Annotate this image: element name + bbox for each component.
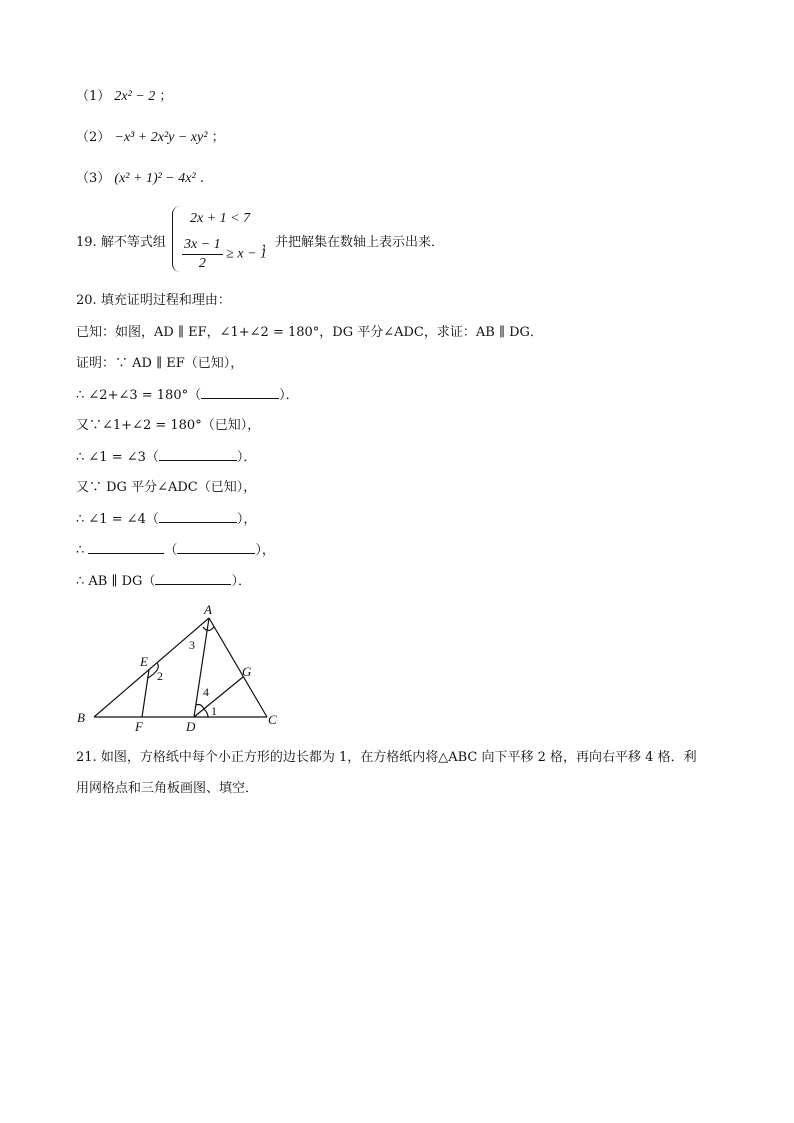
proof-text: ∴ (76, 543, 89, 558)
proof-line-1 (76, 355, 243, 373)
factor-item-3 (76, 170, 204, 188)
segment-AC (209, 618, 267, 717)
segment-AB (94, 618, 209, 717)
proof-text: 又∵∠1+∠2 = 180°（已知）， (76, 418, 261, 433)
proof-line-5 (76, 479, 256, 497)
proof-text: 已知：如图，AD ∥ EF，∠1+∠2 = 180°，DG 平分∠ADC，求证：AB ∥ DG． (76, 325, 543, 340)
point-label-G: G (242, 664, 252, 679)
angle-label-4: 4 (203, 685, 209, 699)
q20-title (76, 292, 231, 310)
segment-DG (194, 677, 243, 717)
inequality-1: 2x + 1 < 7 (190, 211, 251, 226)
proof-after: ）． (231, 574, 251, 589)
proof-text: 证明：∵ AD ∥ EF（已知）， (76, 356, 244, 371)
proof-text: ∴ AB ∥ DG（ (76, 574, 156, 589)
point-label-D: D (186, 719, 196, 734)
angle-label-2: 2 (157, 669, 163, 683)
q19-suffix: ，并把解集在数轴上表示出来． (262, 235, 445, 250)
q21-text: 如图，方格纸中每个小正方形的边长都为 1，在方格纸内将△ABC 向下平移 2 格，再向右平移 4 格．利 (100, 750, 697, 765)
point-label-F: F (135, 719, 143, 734)
angle-arc-1 (204, 709, 208, 717)
proof-line-4 (76, 448, 256, 467)
item-tail: . (199, 171, 204, 186)
proof-mid: （ (164, 543, 178, 558)
inequality-2-rest: ≥ x − 1 (226, 246, 268, 262)
system-brace (172, 206, 181, 272)
item-tail: ； (159, 89, 173, 104)
proof-line-3 (76, 417, 260, 435)
point-label-C: C (268, 712, 277, 727)
factor-item-2 (76, 129, 225, 147)
answer-blank[interactable] (155, 572, 231, 585)
q21-line-1 (76, 749, 697, 767)
point-label-A: A (204, 602, 212, 617)
answer-blank[interactable] (159, 448, 237, 461)
question-number: 20. (76, 293, 97, 308)
fraction-denominator: 2 (198, 256, 206, 271)
q19-stem (76, 234, 166, 252)
answer-blank[interactable] (201, 386, 279, 399)
answer-blank[interactable] (159, 510, 237, 523)
proof-after: ）． (279, 388, 299, 403)
proof-text: ∴ ∠2+∠3 = 180°（ (76, 388, 202, 403)
item-label: （2） (76, 130, 111, 145)
answer-blank[interactable] (88, 541, 164, 554)
angle-label-1: 1 (211, 704, 217, 718)
factor-item-1 (76, 88, 172, 106)
question-number: 21. (76, 750, 97, 765)
item-expression: (x² + 1)² − 4x² (114, 171, 196, 186)
proof-text: 又∵ DG 平分∠ADC（已知）， (76, 480, 257, 495)
triangle-figure (72, 600, 312, 735)
q20-title-text: 填充证明过程和理由： (100, 293, 231, 308)
fraction-numerator: 3x − 1 (182, 236, 223, 255)
inequality-2 (182, 236, 267, 273)
proof-line-8 (76, 572, 251, 591)
q21-line-2: 用网格点和三角板画图、填空． (76, 781, 259, 796)
item-expression: −x³ + 2x²y − xy² (114, 130, 208, 145)
question-number: 19. (76, 235, 97, 250)
item-tail: ； (211, 130, 225, 145)
segment-AD (194, 618, 209, 717)
proof-line-given (76, 324, 543, 342)
q19-prefix: 解不等式组 (100, 235, 166, 250)
angle-label-3: 3 (189, 638, 195, 652)
proof-after: ）， (236, 512, 257, 527)
point-label-B: B (77, 710, 85, 725)
proof-text: ∴ ∠1 = ∠4（ (76, 512, 159, 527)
proof-line-7 (76, 541, 275, 560)
inequality-2-fraction (182, 236, 223, 273)
proof-text: ∴ ∠1 = ∠3（ (76, 450, 159, 465)
item-label: （1） (76, 89, 111, 104)
point-label-E: E (140, 654, 148, 669)
proof-line-6 (76, 510, 256, 529)
angle-arc-3 (203, 627, 214, 631)
proof-line-2 (76, 386, 299, 405)
answer-blank-reason[interactable] (177, 541, 255, 554)
proof-after: ）， (255, 543, 275, 558)
proof-after: ）． (236, 450, 257, 465)
item-expression: 2x² − 2 (114, 89, 156, 104)
angle-arc-4 (196, 705, 204, 710)
item-label: （3） (76, 171, 111, 186)
segment-EF (142, 670, 149, 717)
